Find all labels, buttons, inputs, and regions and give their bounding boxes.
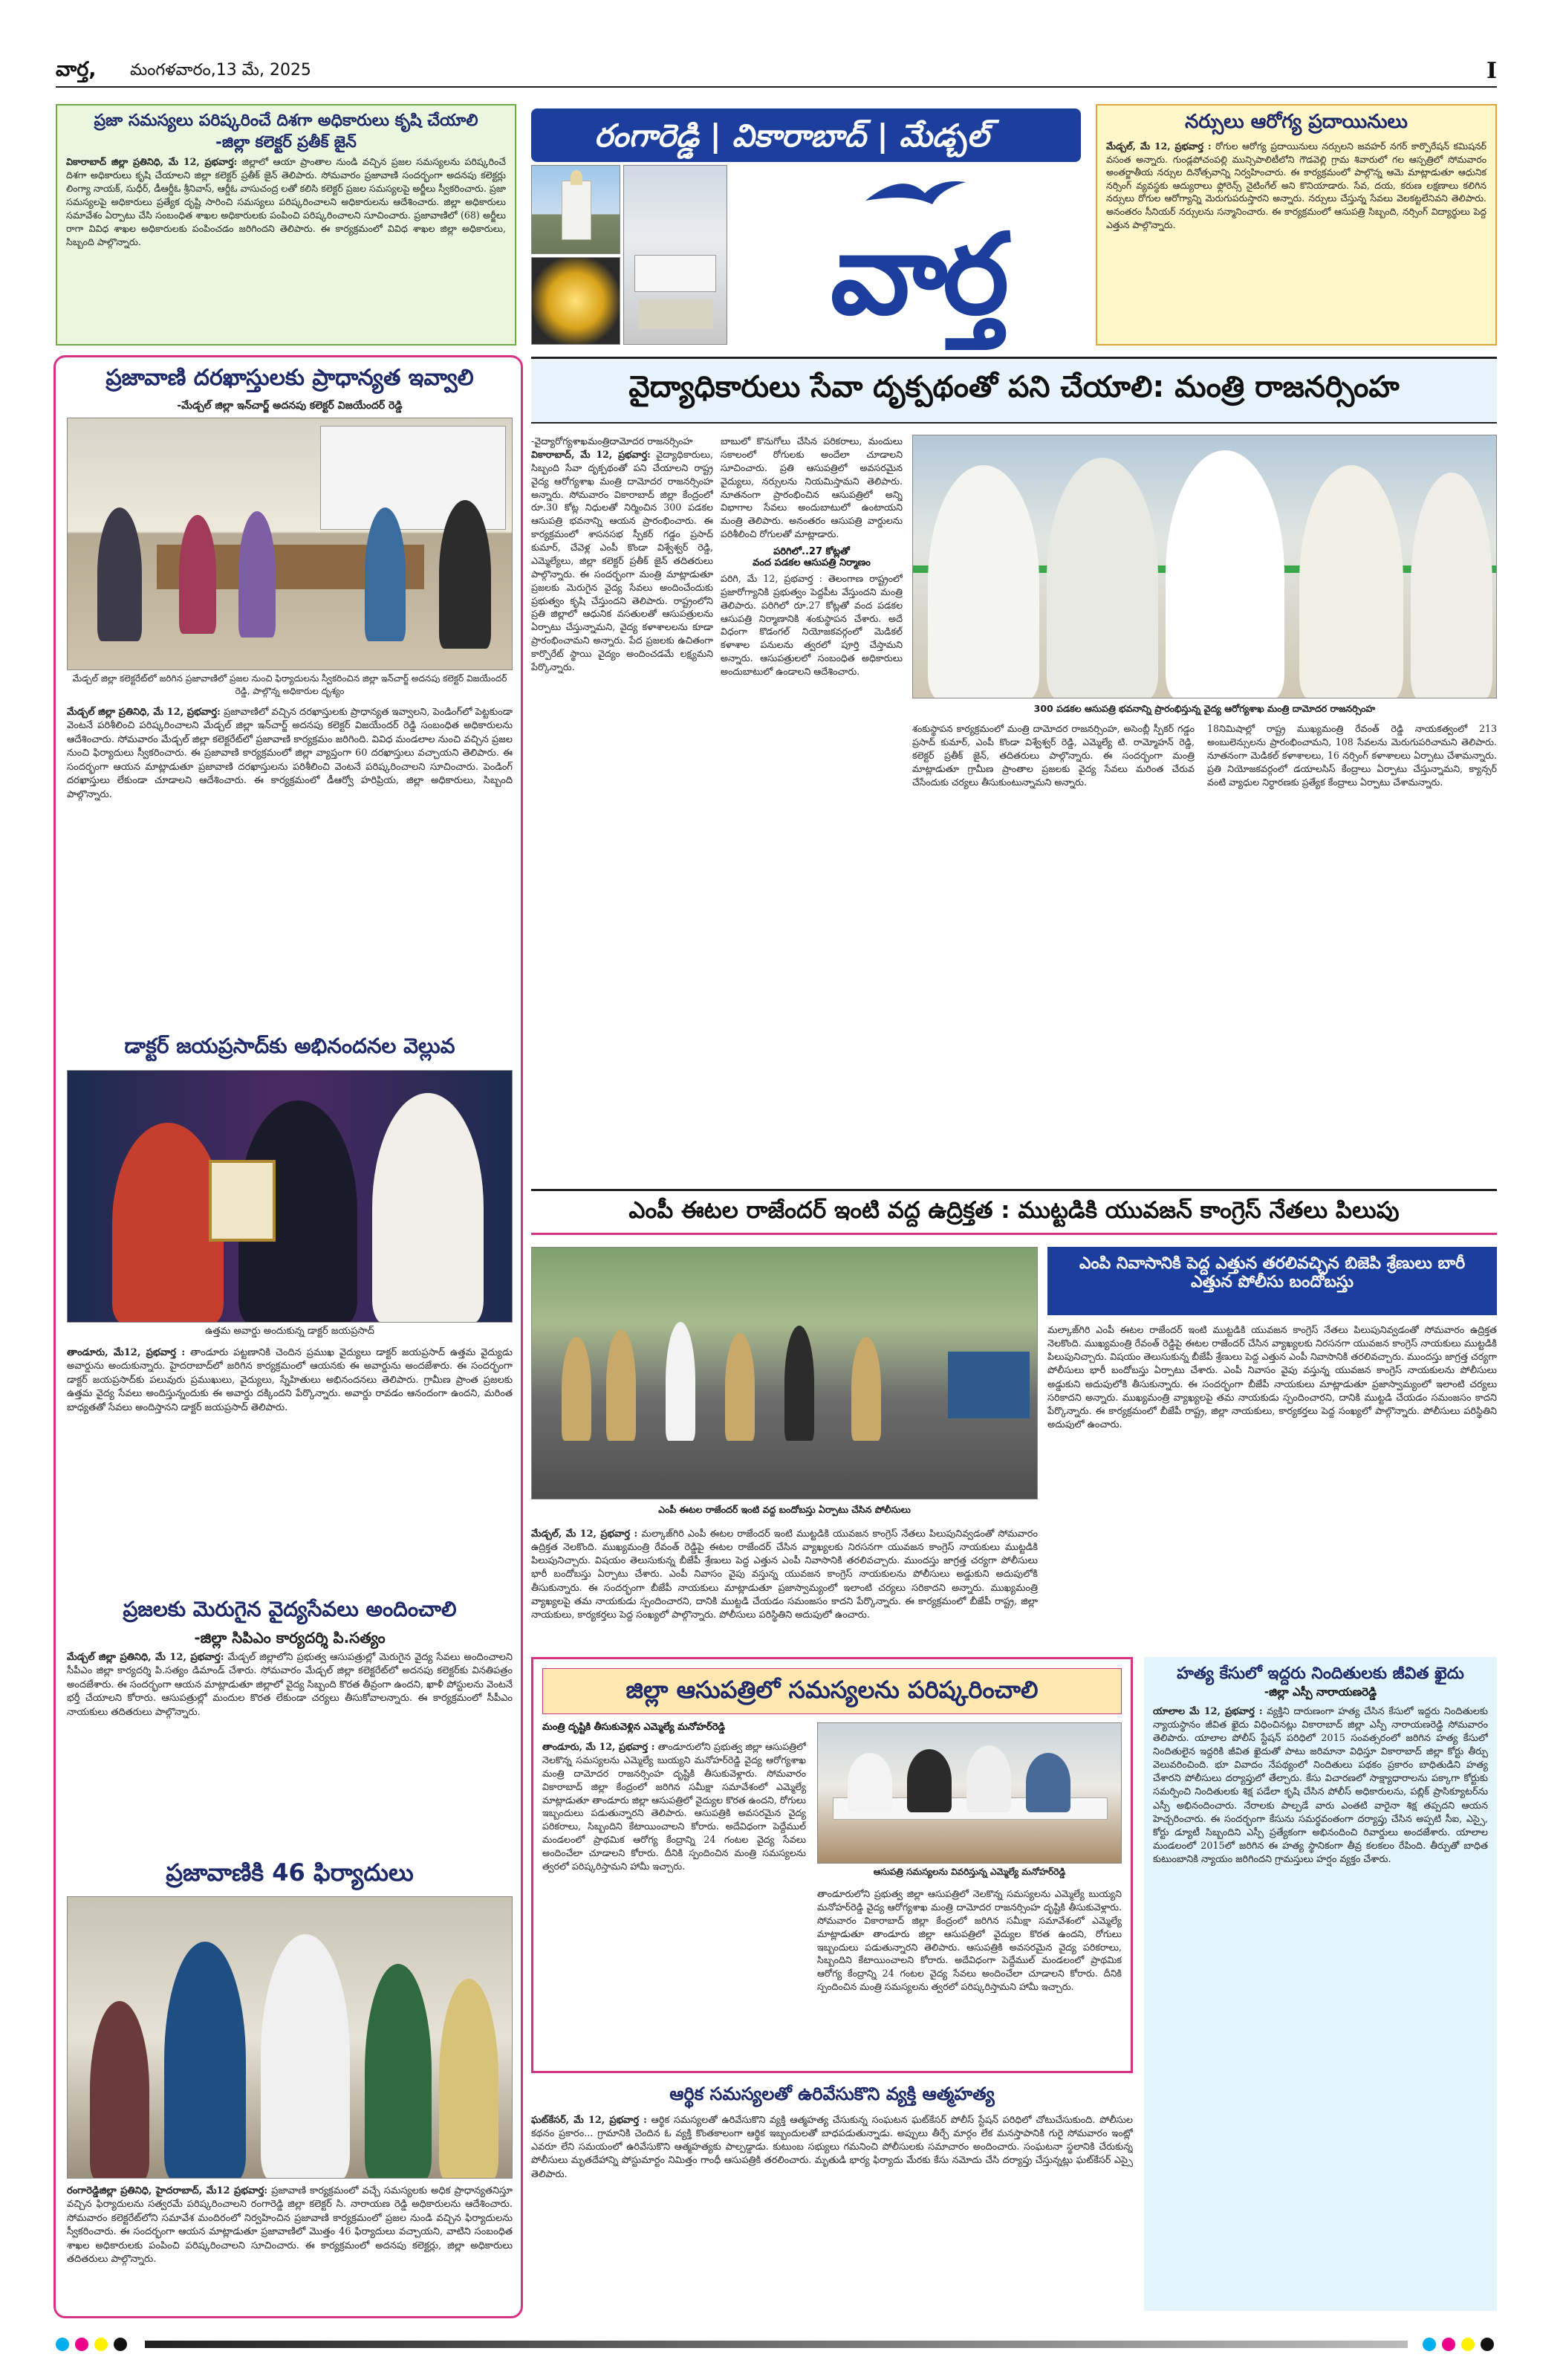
story-text: మేడ్చల్ జిల్లాలోని ప్రభుత్వ ఆసుపత్రుల్లో మెరుగైన వైద్య సేవలు అందించాలని సీపీఎం జిల్లా కార్యదర్శి పి.సత్యం డిమాండ్ చేశారు. సోమవారం మేడ్చల్ జిల్లా కలెక్టరేట్‌లో అదనపు కలెక్టర్‌కు వినతిపత్రం అందజేశారు. ఈ సందర్భంగా ఆయన మాట్లాడుతూ జిల్లాలో వైద్య సిబ్బంది కొరత తీవ్రంగా ఉందని, ఖాళీ పోస్టులను వెంటనే భర్తీ చేయాలని కోరారు. ఆసుపత్రుల్లో మందుల కొరత లేకుండా చర్యలు తీసుకోవాలన్నారు. ఈ కార్యక్రమంలో సీపీఎం నాయకులు తదితరులు పాల్గొన్నారు. [67, 1652, 513, 1718]
nameplate [531, 104, 1081, 346]
story-murder-box [1144, 1657, 1497, 2311]
story-body [531, 2114, 1133, 2311]
story-dateline: ఘట్‌కేసర్, మే 12, ప్రభవార్త : [531, 2115, 647, 2126]
sub-headline: పరిగిలో..27 కోట్లతో [773, 546, 850, 557]
minister-col3: శంకుస్థాపన కార్యక్రమంలో మంత్రి దామోదర రాజనర్సింహ, అసెంబ్లీ స్పీకర్ గడ్డం ప్రసాద్ కుమార్, ఎంపీ కొండా విశ్వేశ్వర్ రెడ్డి, ఎమ్మెల్యే టి. రామ్మోహన్ రెడ్డి, కలెక్టర్ ప్రతీక్ జైన్, తదితరులు పాల్గొన్నారు. ఈ సందర్భంగా మంత్రి మాట్లాడుతూ గ్రామీణ ప్రాంతాల ప్రజలకు వైద్య సేవలు మరింత చేరువ చేసేందుకు చర్యలు తీసుకుంటున్నామని అన్నారు. [912, 723, 1195, 788]
headline-prajavani: ప్రజావాణి దరఖాస్తులకు ప్రాధాన్యత ఇవ్వాలి [105, 365, 474, 391]
story-body [542, 1740, 806, 2060]
paper-name: వార్త, [56, 58, 97, 81]
etela-deck-box [1047, 1247, 1497, 1315]
story-dateline: మేడ్చల్ జిల్లా ప్రతినిధి, మే 12, ప్రభవార్త: [67, 707, 221, 718]
story-text: తాండూరు పట్టణానికి చెందిన ప్రముఖ వైద్యులు డాక్టర్ జయప్రసాద్ ఉత్తమ వైద్యుడు అవార్డును అందుకున్నారు. హైదరాబాద్‌లో జరిగిన కార్యక్రమంలో ఆయనకు ఈ అవార్డును అందజేశారు. ఈ సందర్భంగా డాక్టర్ జయప్రసాద్‌కు పలువురు ప్రముఖులు, వైద్యులు, స్నేహితులు అభినందనలు తెలిపారు. గ్రామీణ ప్రాంత ప్రజలకు ఉత్తమ వైద్య సేవలు అందిస్తున్నందుకు ఈ అవార్డు దక్కిందని పేర్కొన్నారు. అవార్డు రావడం ఆనందంగా ఉందని, మరింత బాధ్యతతో సేవలు అందిస్తానని డాక్టర్ జయప్రసాద్ తెలిపారు. [67, 1347, 513, 1413]
subheadline-murder: -జిల్లా ఎస్పీ నారాయణరెడ్డి [1264, 1685, 1377, 1699]
story-body [1106, 140, 1486, 231]
story-dateline: తాండూరు, మే 12, ప్రభవార్త : [542, 1741, 655, 1752]
photo-caption: ఆసుపత్రి సమస్యలను వివరిస్తున్న ఎమ్మెల్యే మనోహర్‌రెడ్డి [873, 1867, 1066, 1877]
subheadline-hospital: మంత్రి దృష్టికి తీసుకువెళ్లిన ఎమ్మెల్యే మనోహర్‌రెడ్డి [542, 1722, 726, 1733]
idol-photo [531, 257, 620, 345]
meeting-photo [67, 418, 513, 670]
police-photo [531, 1247, 1038, 1499]
story-body [67, 706, 513, 1011]
photo-caption: ఎంపీ ఈటల రాజేందర్ ఇంటి వద్ద బందోబస్తు ఏర్పాటు చేసిన పోలీసులు [658, 1504, 911, 1515]
story-dateline: తాండూరు, మే12, ప్రభవార్త : [67, 1347, 186, 1358]
story-body [67, 2185, 513, 2311]
etela-col-left [531, 1528, 1038, 1644]
edition-text: రంగారెడ్డి | వికారాబాద్ | మేడ్చల్ [594, 117, 990, 154]
story-text: జిల్లాలో ఆయా ప్రాంతాల నుండి వచ్చిన ప్రజల సమస్యలను పరిష్కరించే దిశగా అధికారులు కృషి చేయాలని జిల్లా కలెక్టర్ ప్రతీక్ జైన్ తెలిపారు. సోమవారం ప్రజావాణి సందర్భంగా అదనపు కలెక్టర్లు లింగ్యా నాయక్, సుధీర్, డీఆర్డీఓ శ్రీనివాస్, ఆర్డీఓ వాసుచంద్ర లతో కలిసి కలెక్టర్ ప్రజల సమస్యలపై అర్జీలు స్వీకరించారు. ప్రజా సమస్యలపై అధికారులు ప్రత్యేక దృష్టి సారించి సమస్యలు పరిష్కరించాలని అధికారులను ఆదేశించారు. జిల్లా అధికారులు సమావేశం ఏర్పాటు చేసి సంబంధిత శాఖల అధికారులకు పంపించి పరిష్కరించాలని సూచించారు. ప్రజావాణిలో (68) అర్జీలు రాగా వివిధ శాఖల అధికారులకు పంపించడం జరిగిందని తెలిపారు. ఈ కార్యక్రమంలో వివిధ శాఖల జిల్లా అధికారులు, సిబ్బంది పాల్గొన్నారు. [66, 156, 507, 247]
story-body [67, 1346, 513, 1592]
story-dateline: వికారాబాద్, మే 12, ప్రభవార్త: [531, 448, 651, 460]
photo-caption: ఉత్తమ అవార్డు అందుకున్న డాక్టర్ జయప్రసాద్ [205, 1326, 374, 1337]
byline: -వైద్యారోగ్యశాఖమంత్రిదామోదర రాజనర్సింహ [531, 435, 693, 447]
award-photo [67, 1070, 513, 1323]
minister-col2 [721, 435, 903, 1178]
top-strip [56, 58, 1497, 88]
headline-suicide: ఆర్థిక సమస్యలతో ఉరివేసుకొని వ్యక్తి ఆత్మహత్య [669, 2084, 995, 2104]
temple-photo [531, 165, 620, 254]
story-text: మల్కాజ్‌గిరి ఎంపీ ఈటల రాజేందర్ ఇంటి ముట్టడికి యువజన కాంగ్రెస్ నేతలు పిలుపునివ్వడంతో సోమవారం ఉద్రిక్తత నెలకొంది. ముఖ్యమంత్రి రేవంత్ రెడ్డిపై ఈటల రాజేందర్ చేసిన వ్యాఖ్యలకు నిరసనగా యువజన కాంగ్రెస్ నాయకులు ముట్టడికి పిలుపునిచ్చారు. విషయం తెలుసుకున్న బీజేపీ శ్రేణులు పెద్ద ఎత్తున ఎంపీ నివాసానికి తరలివచ్చారు. ముందస్తు జాగ్రత్త చర్యగా పోలీసులు భారీ బందోబస్తు ఏర్పాటు చేశారు. ఎంపీ నివాసం వైపు వస్తున్న యువజన కాంగ్రెస్ నాయకులను పోలీసులు అడ్డుకుని అదుపులోకి తీసుకున్నారు. ఈ సందర్భంగా బీజేపీ నాయకులు మాట్లాడుతూ ప్రజాస్వామ్యంలో ఇలాంటి చర్యలు సరికాదని అన్నారు. ముఖ్యమంత్రి వ్యాఖ్యలపై తమ నాయకుడు స్పందించారని, దానికి ముట్టడి చేయడం సమంజసం కాదని పేర్కొన్నారు. ఈ కార్యక్రమంలో బీజేపీ రాష్ట్ర, జిల్లా నాయకులు, కార్యకర్తలు పెద్ద సంఖ్యలో పాల్గొన్నారు. పోలీసులు పరిస్థితిని అదుపులో ఉంచారు. [1047, 1325, 1497, 1431]
headline-etela: ఎంపీ ఈటల రాజేందర్ ఇంటి వద్ద ఉద్రిక్తత : ముట్టడికి యువజన్ కాంగ్రెస్ నేతలు పిలుపు [628, 1197, 1400, 1224]
story-dateline: యాలాల మే 12, ప్రభవార్త : [1153, 1705, 1263, 1717]
story-body-cont: తాండూరులోని ప్రభుత్వ జిల్లా ఆసుపత్రిలో నెలకొన్న సమస్యలను ఎమ్మెల్యే బుయ్యని మనోహర్‌రెడ్డి వైద్య ఆరోగ్యశాఖ మంత్రి దామోదర రాజనర్సింహ దృష్టికి తీసుకువెళ్లారు. సోమవారం వికారాబాద్ జిల్లా కేంద్రంలో జరిగిన సమీక్షా సమావేశంలో ఎమ్మెల్యే మాట్లాడుతూ తాండూరు జిల్లా ఆసుపత్రిలో వైద్యుల కొరత ఉందని, రోగులు ఇబ్బందులు పడుతున్నారని తెలిపారు. ఆసుపత్రికి అవసరమైన వైద్య పరికరాలు, సిబ్బందిని కేటాయించాలని కోరారు. అదేవిధంగా పెద్దేముల్ మండలంలో ప్రాథమిక ఆరోగ్య కేంద్రాన్ని 24 గంటల వైద్య సేవలు అందించేలా చూడాలని కోరారు. దీనికి స్పందించిన మంత్రి సమస్యలను త్వరలో పరిష్కరిస్తామని హామీ ఇచ్చారు. [817, 1888, 1122, 1993]
headline-doctor: డాక్టర్ జయప్రసాద్‌కు అభినందనల వెల్లువ [124, 1034, 455, 1058]
story-text: ఆర్థిక సమస్యలతో ఉరివేసుకొని వ్యక్తి ఆత్మహత్య చేసుకున్న సంఘటన ఘట్‌కేసర్ పోలీస్ స్టేషన్ పరిధిలో చోటుచేసుకుంది. పోలీసుల కథనం ప్రకారం... గ్రామానికి చెందిన ఓ వ్యక్తి కొంతకాలంగా ఆర్థిక ఇబ్బందులతో బాధపడుతున్నాడు. అప్పులు తీర్చే మార్గం లేక మనస్తాపానికి గురై సోమవారం ఇంట్లో ఎవరూ లేని సమయంలో ఉరివేసుకొని ఆత్మహత్యకు పాల్పడ్డాడు. కుటుంబ సభ్యులు గమనించి పోలీసులకు సమాచారం అందించారు. సంఘటనా స్థలానికి చేరుకున్న పోలీసులు మృతదేహాన్ని పోస్టుమార్టం నిమిత్తం గాంధీ ఆసుపత్రికి తరలించారు. మృతుడి భార్య ఫిర్యాదు మేరకు కేసు నమోదు చేసి దర్యాప్తు చేస్తున్నట్లు ఘట్‌కేసర్ ఎస్సై తెలిపారు. [531, 2115, 1133, 2180]
photo-caption: మేడ్చల్ జిల్లా కలెక్టరేట్‌లో జరిగిన ప్రజావాణిలో ప్రజల నుంచి ఫిర్యాదులను స్వీకరించిన జిల్లా ఇన్‌చార్జ్ అదనపు కలెక్టర్ విజయేందర్ రెడ్డి, పాల్గొన్న అధికారుల దృశ్యం [72, 673, 507, 696]
story-text: మల్కాజ్‌గిరి ఎంపీ ఈటల రాజేందర్ ఇంటి ముట్టడికి యువజన కాంగ్రెస్ నేతలు పిలుపునివ్వడంతో సోమవారం ఉద్రిక్తత నెలకొంది. ముఖ్యమంత్రి రేవంత్ రెడ్డిపై ఈటల రాజేందర్ చేసిన వ్యాఖ్యలకు నిరసనగా యువజన కాంగ్రెస్ నాయకులు ముట్టడికి పిలుపునిచ్చారు. విషయం తెలుసుకున్న బీజేపీ శ్రేణులు పెద్ద ఎత్తున ఎంపీ నివాసానికి తరలివచ్చారు. ముందస్తు జాగ్రత్త చర్యగా పోలీసులు భారీ బందోబస్తు ఏర్పాటు చేశారు. ఎంపీ నివాసం వైపు వస్తున్న యువజన కాంగ్రెస్ నాయకులను పోలీసులు అడ్డుకుని అదుపులోకి తీసుకున్నారు. ఈ సందర్భంగా బీజేపీ నాయకులు మాట్లాడుతూ ప్రజాస్వామ్యంలో ఇలాంటి చర్యలు సరికాదని అన్నారు. ముఖ్యమంత్రి వ్యాఖ్యలపై తమ నాయకుడు స్పందించారని, దానికి ముట్టడి చేయడం సమంజసం కాదని పేర్కొన్నారు. ఈ కార్యక్రమంలో బీజేపీ రాష్ట్ర, జిల్లా నాయకులు, కార్యకర్తలు పెద్ద సంఖ్యలో పాల్గొన్నారు. పోలీసులు పరిస్థితిని అదుపులో ఉంచారు. [531, 1528, 1038, 1621]
minister-col4: 18నిమిషాల్లో రాష్ట్ర ముఖ్యమంత్రి రేవంత్ రెడ్డి నాయకత్వంలో 213 అంబులెన్సులను ప్రారంభించామని, 108 సేవలను మెరుగుపరిచామని తెలిపారు. నూతనంగా మెడికల్ కళాశాలలు, 16 నర్సింగ్ కళాశాలలు ఏర్పాటు చేశామన్నారు. ప్రతి నియోజకవర్గంలో డయాలసిస్ కేంద్రాలు ఏర్పాటు చేస్తున్నామని, క్యాన్సర్ వంటి వ్యాధుల నిర్ధారణకు ప్రత్యేక కేంద్రాలు ఏర్పాటు చేశామన్నారు. [1207, 723, 1497, 788]
headline-46: ప్రజావాణికి 46 ఫిర్యాదులు [166, 1858, 414, 1887]
story-collector-box [56, 104, 516, 346]
review-meeting-photo [817, 1722, 1122, 1864]
photo-caption: 300 పడకల ఆసుపత్రి భవనాన్ని ప్రారంభిస్తున్న వైద్య ఆరోగ్యశాఖ మంత్రి దామోదర రాజనర్సింహ [1033, 703, 1376, 714]
story-body [67, 1651, 513, 1852]
story-text-2: పరిగి, మే 12, ప్రభవార్త : తెలంగాణ రాష్ట్రంలో ప్రజారోగ్యానికి ప్రభుత్వం పెద్దపీట వేస్తుందని మంత్రి తెలిపారు. పరిగిలో రూ.27 కోట్లతో వంద పడకల ఆసుపత్రి నిర్మాణానికి శంకుస్థాపన చేశారు. అదే విధంగా కొడంగల్ నియోజకవర్గంలో మెడికల్ కళాశాల పనులను త్వరలో పూర్తి చేస్తామని అన్నారు. ఆసుపత్రులలో సంబంధిత అధికారులు అందుబాటులో ఉండాలని ఆదేశించారు. [721, 572, 903, 677]
story-text: వైద్యాధికారులు, సిబ్బంది సేవా దృక్పథంతో పని చేయాలని రాష్ట్ర వైద్య ఆరోగ్యశాఖ మంత్రి దామోదర రాజనర్సింహ అన్నారు. సోమవారం వికారాబాద్ జిల్లా కేంద్రంలో రూ.30 కోట్ల నిధులతో నిర్మించిన 300 పడకల ఆసుపత్రి భవనాన్ని ఆయన ప్రారంభించారు. ఈ కార్యక్రమంలో శాసనసభ స్పీకర్ గడ్డం ప్రసాద్ కుమార్, చేవెళ్ల ఎంపీ కొండా విశ్వేశ్వర్ రెడ్డి, ఎమ్మెల్యేలు, జిల్లా కలెక్టర్ ప్రతీక్ జైన్ తదితరులు పాల్గొన్నారు. ఈ సందర్భంగా మంత్రి మాట్లాడుతూ ప్రజలకు మెరుగైన వైద్య సేవలు అందించేందుకు ప్రభుత్వం కృషి చేస్తుందని తెలిపారు. రాష్ట్రంలోని ప్రతి జిల్లాలో ఆధునిక వసతులతో ఆసుపత్రులను ఏర్పాటు చేస్తున్నామని, వైద్య కళాశాలలను కూడా ప్రారంభించామని అన్నారు. పేద ప్రజలకు ఉచితంగా కార్పొరేట్ స్థాయి వైద్యం అందించడమే లక్ష్యమని పేర్కొన్నారు. [531, 448, 713, 672]
story-dateline: వికారాబాద్ జిల్లా ప్రతినిధి, మే 12, ప్రభవార్త: [66, 156, 238, 168]
headline-minister: వైద్యాధికారులు సేవా దృక్పథంతో పని చేయాలి: మంత్రి రాజనర్సింహ [628, 370, 1400, 404]
headline-cpm: ప్రజలకు మెరుగైన వైద్యసేవలు అందించాలి [123, 1597, 457, 1621]
complaints-photo [67, 1896, 513, 2179]
deck: ఎంపి నివాసానికి పెద్ద ఎత్తున తరలివచ్చిన బిజెపి శ్రేణులు బారీ ఎత్తున పోలీసు బందోబస్తు [1079, 1254, 1466, 1292]
story-dateline: మేడ్చల్ జిల్లా ప్రతినిధి, మే 12, ప్రభవార్త: [67, 1652, 224, 1663]
story-nurses-box [1096, 104, 1497, 346]
print-registration-bar [56, 2333, 1497, 2355]
headline-murder: హత్య కేసులో ఇద్దరు నిందితులకు జీవిత ఖైదు [1177, 1664, 1464, 1683]
story-body [1153, 1705, 1488, 2292]
story-text: బాబులో కొనుగోలు చేసిన పరికరాలు, మందులు సకాలంలో రోగులకు అందేలా చూడాలని సూచించారు. ప్రతి ఆసుపత్రిలో అవసరమైన వైద్యులు, నర్సులను నియమిస్తామని తెలిపారు. నూతనంగా ప్రారంభించిన ఆసుపత్రిలో అన్ని విభాగాల సేవలు అందుబాటులో ఉంటాయని మంత్రి తెలిపారు. అనంతరం ఆసుపత్రి వార్డులను పరిశీలించి రోగులతో మాట్లాడారు. [721, 435, 903, 540]
story-text: రోగుల ఆరోగ్య ప్రదాయినులు నర్సులని జవహర్ నగర్ కార్పొరేషన్ కమిషనర్ వసంత అన్నారు. గుండ్లపోచంపల్లి మున్సిపాలిటీలోని గౌడవెల్లి గ్రామ శివారులో గల ఆస్పత్రిలో సోమవారం అంతర్జాతీయ నర్సుల దినోత్సవాన్ని నిర్వహించారు. ఈ కార్యక్రమంలో పాల్గొన్న ఆమె మాట్లాడుతూ ఆధునిక నర్సింగ్ వ్యవస్థకు ఆద్యురాలు ఫ్లోరెన్స్ నైటింగేల్ అని కొనియాడారు. సేవ, దయ, కరుణ లక్షణాలు కలిగిన నర్సులు రోగుల ఆరోగ్యాన్ని మెరుగుపరుస్తారని అన్నారు. నర్సులు చేస్తున్న సేవలు వెలకట్టలేనివని తెలిపారు. అనంతరం సీనియర్ నర్సులను సన్మానించారు. ఈ కార్యక్రమంలో ఆసుపత్రి సిబ్బంది, నర్సింగ్ విద్యార్థులు పెద్ద ఎత్తున పాల్గొన్నారు. [1106, 140, 1486, 230]
story-text: తాండూరులోని ప్రభుత్వ జిల్లా ఆసుపత్రిలో నెలకొన్న సమస్యలను ఎమ్మెల్యే బుయ్యని మనోహర్‌రెడ్డి వైద్య ఆరోగ్యశాఖ మంత్రి దామోదర రాజనర్సింహ దృష్టికి తీసుకువెళ్లారు. సోమవారం వికారాబాద్ జిల్లా కేంద్రంలో జరిగిన సమీక్షా సమావేశంలో ఎమ్మెల్యే మాట్లాడుతూ తాండూరు జిల్లా ఆసుపత్రిలో వైద్యుల కొరత ఉందని, రోగులు ఇబ్బందులు పడుతున్నారని తెలిపారు. ఆసుపత్రికి అవసరమైన వైద్య పరికరాలు, సిబ్బందిని కేటాయించాలని కోరారు. అదేవిధంగా పెద్దేముల్ మండలంలో ప్రాథమిక ఆరోగ్య కేంద్రాన్ని 24 గంటల వైద్య సేవలు అందించేలా చూడాలని కోరారు. దీనికి స్పందించిన మంత్రి సమస్యలను త్వరలో పరిష్కరిస్తామని హామీ ఇచ్చారు. [542, 1741, 806, 1872]
story-text: ప్రజావాణిలో వచ్చిన దరఖాస్తులకు ప్రాధాన్యత ఇవ్వాలని, పెండింగ్‌లో పెట్టకుండా వెంటనే పరిశీలించి పరిష్కరించాలని మేడ్చల్ జిల్లా ఇన్‌చార్జ్ అదనపు కలెక్టర్ విజయేందర్ రెడ్డి సంబంధిత అధికారులను ఆదేశించారు. సోమవారం మేడ్చల్ జిల్లా కలెక్టరేట్‌లో ప్రజావాణి కార్యక్రమం జరిగింది. వివిధ మండలాల నుంచి వచ్చిన ప్రజల నుంచి ఫిర్యాదులు స్వీకరించారు. ఈ ప్రజావాణి కార్యక్రమంలో జిల్లా వ్యాప్తంగా 60 దరఖాస్తులు వచ్చాయని తెలిపారు. ఈ సందర్భంగా ఆయన మాట్లాడుతూ ప్రజావాణి దరఖాస్తులను పరిశీలించి వెంటనే పరిష్కరించాలని సూచించారు. పెండింగ్ దరఖాస్తులు లేకుండా చూడాలని ఆదేశించారు. ఈ కార్యక్రమంలో డీఆర్వో హరిప్రియ, జిల్లా అధికారులు, సిబ్బంది పాల్గొన్నారు. [67, 707, 513, 800]
headline: ప్రజా సమస్యలు పరిష్కరించే దిశగా అధికారులు కృషి చేయాలి [94, 111, 478, 130]
subheadline-cpm: -జిల్లా సిపిఎం కార్యదర్శి పి.సత్యం [194, 1629, 386, 1647]
headline-hospital: జిల్లా ఆసుపత్రిలో సమస్యలను పరిష్కరించాలి [625, 1676, 1039, 1704]
story-dateline: మేడ్చల్, మే 12, ప్రభవార్త : [531, 1528, 638, 1540]
subheadline-prajavani: -మేడ్చల్ జిల్లా ఇన్‌చార్జ్ అదనపు కలెక్టర్ విజయేందర్ రెడ్డి [177, 400, 403, 412]
story-dateline: మేడ్చల్, మే 12, ప్రభవార్త : [1106, 140, 1212, 152]
headline: నర్సులు ఆరోగ్య ప్రదాయినులు [1185, 111, 1408, 133]
etela-col-right [1047, 1324, 1497, 1644]
building-photo [623, 165, 727, 345]
story-text: వ్యక్తిని దారుణంగా హత్య చేసిన కేసులో ఇద్దరు నిందితులకు న్యాయస్థానం జీవిత ఖైదు విధించినట్లు వికారాబాద్ జిల్లా ఎస్పీ నారాయణరెడ్డి సోమవారం తెలిపారు. యాలాల పోలీస్ స్టేషన్ పరిధిలో 2015 సంవత్సరంలో జరిగిన హత్య కేసులో నిందితులైన ఇద్దరికి జీవిత ఖైదుతో పాటు జరిమానా విధిస్తూ వికారాబాద్ జిల్లా కోర్టు తీర్పు వెలువరించింది. భూ వివాదం నేపథ్యంలో నిందితులు పథకం ప్రకారం బాధితుడిని హత్య చేశారని పోలీసులు దర్యాప్తులో తేల్చారు. కేసు విచారణలో సాక్ష్యాధారాలను పక్కాగా కోర్టుకు సమర్పించి నిందితులకు శిక్ష పడేలా కృషి చేసిన పోలీస్ అధికారులను, పబ్లిక్ ప్రాసిక్యూటర్‌ను ఎస్పీ అభినందించారు. నేరాలకు పాల్పడే వారు ఎంతటి వారైనా శిక్ష తప్పదని ఆయన హెచ్చరించారు. ఈ సందర్భంగా కేసును సమర్థవంతంగా దర్యాప్తు చేసిన అప్పటి సీఐ, ఎస్సై, కోర్టు డ్యూటీ సిబ్బందిని ఎస్పీ ప్రత్యేకంగా అభినందించి రివార్డులు అందజేశారు. యాలాల మండలంలో 2015లో జరిగిన ఈ హత్య స్థానికంగా తీవ్ర కలకలం రేపింది. తీర్పుతో బాధిత కుటుంబానికి న్యాయం జరిగిందని గ్రామస్తులు హర్షం వ్యక్తం చేశారు. [1153, 1705, 1488, 1866]
subheadline: -జిల్లా కలెక్టర్ ప్రతీక్ జైన్ [215, 133, 357, 152]
inauguration-photo [912, 435, 1497, 698]
page-number: I [1486, 58, 1497, 84]
minister-col1 [531, 435, 713, 1178]
story-body [66, 155, 506, 248]
dateline: మంగళవారం,13 మే, 2025 [130, 61, 311, 80]
paper-logo: వార్త [830, 210, 1005, 340]
story-text: ప్రజావాణి కార్యక్రమంలో వచ్చే సమస్యలకు అధిక ప్రాధాన్యతనిస్తూ వచ్చిన ఫిర్యాదులను సత్వరమే పరిష్కరించాలని రంగారెడ్డి జిల్లా కలెక్టర్ సి. నారాయణ రెడ్డి అధికారులను ఆదేశించారు. సోమవారం కలెక్టరేట్‌లోని సమావేశ మందిరంలో నిర్వహించిన ప్రజావాణి కార్యక్రమంలో ప్రజల నుండి వచ్చిన ఫిర్యాదులను స్వీకరించారు. ఈ సందర్భంగా ఆయన మాట్లాడుతూ ప్రజావాణిలో మొత్తం 46 ఫిర్యాదులు వచ్చాయని, వాటిని సంబంధిత శాఖల అధికారులకు పంపించి పరిష్కరించాలని సూచించారు. ఈ కార్యక్రమంలో అదనపు కలెక్టర్లు, జిల్లా అధికారులు తదితరులు పాల్గొన్నారు. [67, 2185, 513, 2266]
story-dateline: రంగారెడ్డిజిల్లా ప్రతినిధి, హైదరాబాద్, మే12 ప్రభవార్త: [67, 2185, 268, 2196]
sub-headline-2: వంద పడకల ఆసుపత్రి నిర్మాణం [753, 557, 871, 568]
